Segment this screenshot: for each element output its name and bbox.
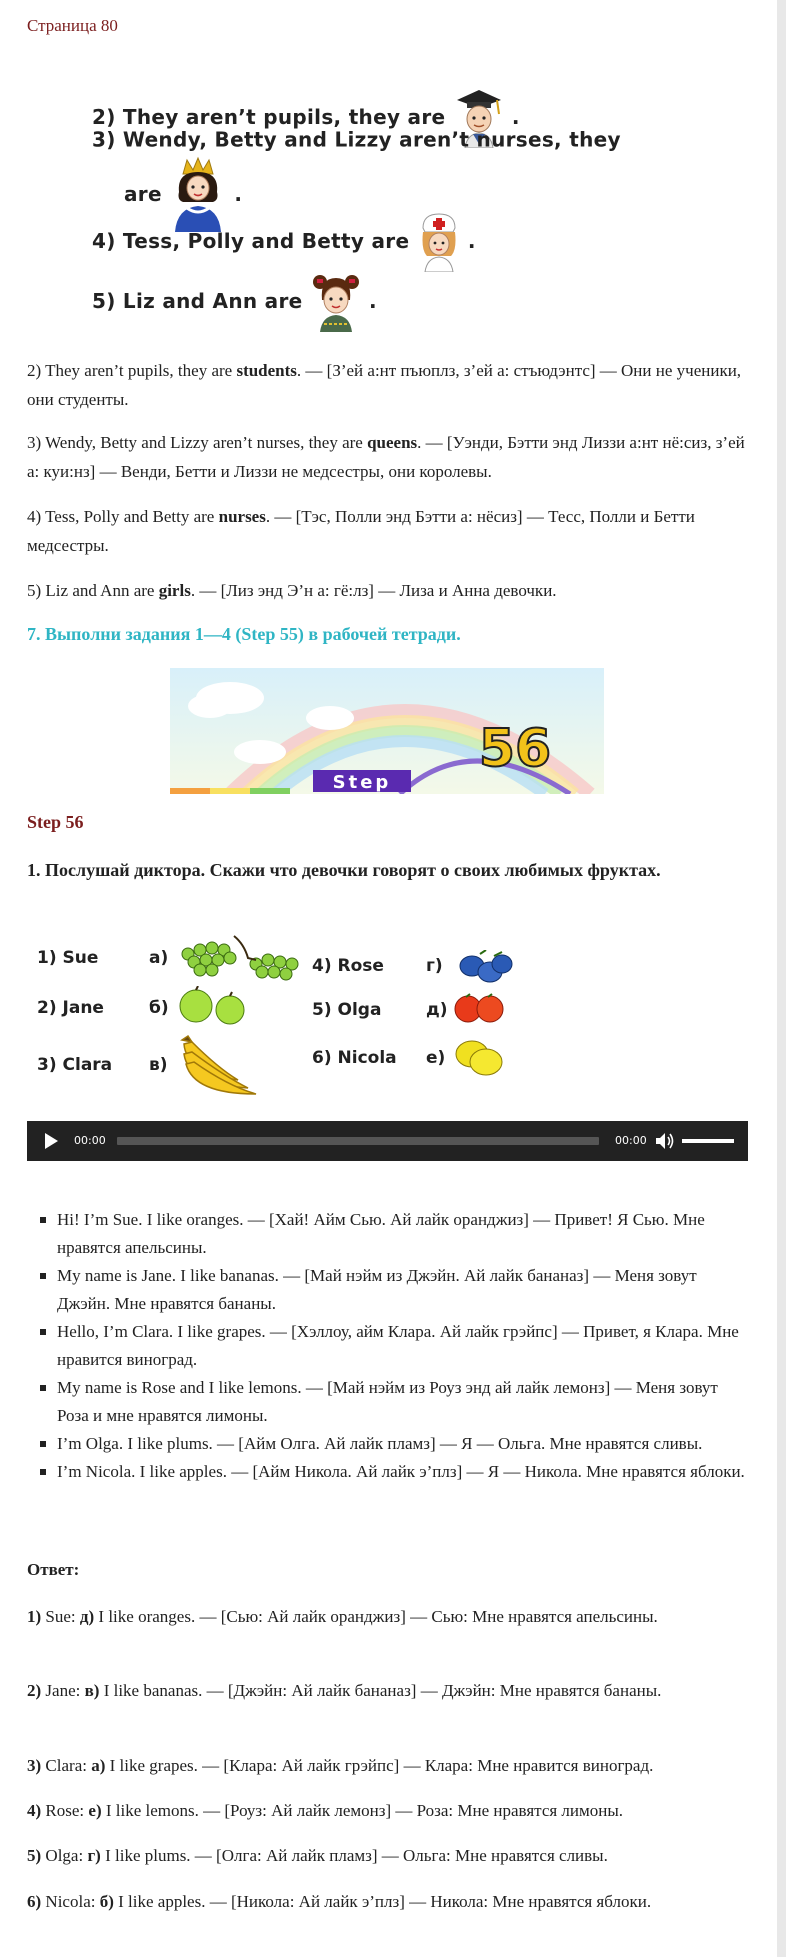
- exercise-letter-d: д): [426, 1000, 448, 1020]
- step-heading: Step 56: [27, 812, 84, 832]
- bullet-icon: [40, 1469, 46, 1475]
- textbook-line-3: [92, 126, 621, 152]
- scrollbar-track[interactable]: [777, 0, 786, 1957]
- list-item: [40, 1458, 750, 1486]
- exercise-letter-e: е): [426, 1048, 446, 1068]
- paragraph-answer-word: girls: [158, 581, 191, 600]
- exercise-letter-b: б): [149, 998, 169, 1018]
- answer-text: I like plums. — [Олга: Ай лайк пламз] — Ольга: Мне нравятся сливы.: [100, 1846, 608, 1865]
- answer-text: I like bananas. — [Джэйн: Ай лайк бананаз] — Джэйн: Мне нравятся бананы.: [99, 1681, 662, 1700]
- answer-2: [27, 1677, 757, 1705]
- paragraph-5: [27, 576, 757, 605]
- lemons-icon: [452, 1034, 506, 1078]
- answer-letter: д): [79, 1607, 95, 1626]
- exercise-name-1: 1) Sue: [37, 948, 99, 968]
- paragraph-text: . — [Лиз энд Э’н а: гё:лз] — Лиза и Анна девочки.: [190, 581, 557, 600]
- dialogue-list: [40, 1206, 750, 1486]
- textbook-line-2-text: 2) They aren’t pupils, they are: [92, 105, 446, 129]
- answer-letter: в): [84, 1681, 100, 1700]
- textbook-line-4-text: 4) Tess, Polly and Betty are: [92, 229, 410, 253]
- paragraph-text: 4) Tess, Polly and Betty are: [27, 507, 219, 526]
- answer-letter: а): [91, 1756, 106, 1775]
- current-time: 00:00: [74, 1134, 106, 1147]
- volume-icon[interactable]: [655, 1132, 675, 1150]
- list-item-text: Hello, I’m Clara. I like grapes. — [Хэллоу, айм Клара. Ай лайк грэйпс] — Привет, я Клара. Мне нравится виноград.: [57, 1322, 739, 1369]
- answer-4: [27, 1797, 757, 1825]
- list-item: [40, 1374, 750, 1430]
- progress-bar[interactable]: [117, 1137, 599, 1145]
- answer-number: 4): [27, 1801, 42, 1820]
- task-7-heading: 7. Выполни задания 1—4 (Step 55) в рабочей тетради.: [27, 624, 461, 644]
- list-item: [40, 1430, 750, 1458]
- textbook-line-5-end: .: [369, 289, 377, 313]
- list-item-text: I’m Olga. I like plums. — [Айм Олга. Ай лайк пламз] — Я — Ольга. Мне нравятся сливы.: [57, 1434, 703, 1453]
- textbook-line-4: [92, 210, 476, 272]
- bullet-icon: [40, 1217, 46, 1223]
- answer-name: Sue:: [41, 1607, 80, 1626]
- answer-3: [27, 1752, 757, 1780]
- paragraph-answer-word: queens: [367, 433, 418, 452]
- textbook-line-4-end: .: [467, 229, 476, 253]
- exercise-name-5: 5) Olga: [312, 1000, 382, 1020]
- answer-text: I like apples. — [Никола: Ай лайк э’плз] — Никола: Мне нравятся яблоки.: [113, 1892, 652, 1911]
- bullet-icon: [40, 1441, 46, 1447]
- answer-number: 3): [27, 1756, 42, 1775]
- list-item-text: I’m Nicola. I like apples. — [Айм Никола. Ай лайк э’плз] — Я — Никола. Мне нравятся яблоки.: [57, 1462, 745, 1481]
- paragraph-answer-word: students: [236, 361, 297, 380]
- list-item: [40, 1262, 750, 1318]
- answer-number: 5): [27, 1846, 42, 1865]
- total-time: 00:00: [615, 1134, 647, 1147]
- list-item-text: My name is Rose and I like lemons. — [Май нэйм из Роуз энд ай лайк лемонз] — Меня зовут Роза и мне нравятся лимоны.: [57, 1378, 718, 1425]
- oranges-icon: [452, 992, 508, 1024]
- list-item: [40, 1206, 750, 1262]
- paragraph-text: . — [З’ей а:нт пъюплз, з’ей а: стъюдэнтс] — Они не ученики, они студенты.: [27, 361, 742, 409]
- answer-number: 2): [27, 1681, 42, 1700]
- exercise-name-2: 2) Jane: [37, 998, 104, 1018]
- answer-name: Rose:: [41, 1801, 89, 1820]
- bananas-icon: [178, 1032, 262, 1098]
- paragraph-4: [27, 502, 757, 560]
- list-item-text: My name is Jane. I like bananas. — [Май нэйм из Джэйн. Ай лайк бананаз] — Меня зовут Джэйн. Мне нравятся бананы.: [57, 1266, 697, 1313]
- banner-step-word: Step: [332, 772, 392, 793]
- list-item: [40, 1318, 750, 1374]
- answer-text: I like lemons. — [Роуз: Ай лайк лемонз] — Роза: Мне нравятся лимоны.: [101, 1801, 624, 1820]
- girl-icon: [310, 270, 362, 332]
- answer-letter: б): [99, 1892, 114, 1911]
- textbook-line-2-end: .: [511, 105, 520, 129]
- page-label: Страница 80: [27, 16, 118, 35]
- audio-player: [27, 1121, 748, 1161]
- answer-name: Jane:: [41, 1681, 85, 1700]
- textbook-line-5: [92, 270, 377, 332]
- paragraph-text: . — [Уэнди, Бэтти энд Лиззи а:нт нё:сиз, з’ей а: куи:нз] — Венди, Бетти и Лиззи не медсестры, они королевы.: [27, 433, 745, 481]
- textbook-line-3-text: 3) Wendy, Betty and Lizzy aren’t nurses, they: [92, 127, 621, 152]
- textbook-line-3b-end: .: [234, 182, 243, 206]
- grapes-icon: [178, 930, 304, 982]
- textbook-line-3b-text: are: [124, 182, 162, 206]
- bullet-icon: [40, 1329, 46, 1335]
- paragraph-text: 2) They aren’t pupils, they are: [27, 361, 237, 380]
- nurse-icon: [417, 210, 461, 272]
- answer-text: I like oranges. — [Сью: Ай лайк оранджиз] — Сью: Мне нравятся апельсины.: [94, 1607, 658, 1626]
- answer-heading: Ответ:: [27, 1560, 80, 1579]
- paragraph-text: 3) Wendy, Betty and Lizzy aren’t nurses, they are: [27, 433, 368, 452]
- paragraph-2: [27, 356, 757, 414]
- exercise-letter-a: а): [149, 948, 169, 968]
- banner-step-number: 56: [478, 719, 552, 779]
- answer-name: Olga:: [41, 1846, 88, 1865]
- answer-name: Nicola:: [41, 1892, 100, 1911]
- paragraph-text: . — [Тэс, Полли энд Бэтти а: нёсиз] — Тесс, Полли и Бетти медсестры.: [27, 507, 695, 555]
- answer-6: [27, 1888, 757, 1916]
- step-banner-image: [170, 668, 604, 794]
- task-1-heading: 1. Послушай диктора. Скажи что девочки говорят о своих любимых фруктах.: [27, 860, 661, 880]
- bullet-icon: [40, 1273, 46, 1279]
- paragraph-3: [27, 428, 757, 486]
- plums-icon: [456, 950, 516, 984]
- answer-5: [27, 1842, 757, 1870]
- answer-letter: г): [87, 1846, 101, 1865]
- volume-slider[interactable]: [682, 1139, 734, 1143]
- textbook-line-5-text: 5) Liz and Ann are: [92, 289, 303, 313]
- exercise-name-6: 6) Nicola: [312, 1048, 397, 1068]
- paragraph-text: 5) Liz and Ann are: [27, 581, 159, 600]
- answer-name: Clara:: [41, 1756, 92, 1775]
- answer-text: I like grapes. — [Клара: Ай лайк грэйпс] — Клара: Мне нравится виноград.: [105, 1756, 654, 1775]
- answer-1: [27, 1603, 757, 1631]
- list-item-text: Hi! I’m Sue. I like oranges. — [Хай! Айм Сью. Ай лайк оранджиз] — Привет! Я Сью. Мне нравятся апельсины.: [57, 1210, 705, 1257]
- exercise-name-3: 3) Clara: [37, 1055, 113, 1075]
- exercise-letter-v: в): [149, 1055, 168, 1075]
- bullet-icon: [40, 1385, 46, 1391]
- apples-icon: [178, 986, 252, 1026]
- exercise-letter-g: г): [426, 956, 443, 976]
- answer-number: 1): [27, 1607, 42, 1626]
- exercise-name-4: 4) Rose: [312, 956, 384, 976]
- paragraph-answer-word: nurses: [218, 507, 266, 526]
- answer-number: 6): [27, 1892, 42, 1911]
- answer-letter: е): [88, 1801, 102, 1820]
- play-icon[interactable]: [45, 1133, 58, 1149]
